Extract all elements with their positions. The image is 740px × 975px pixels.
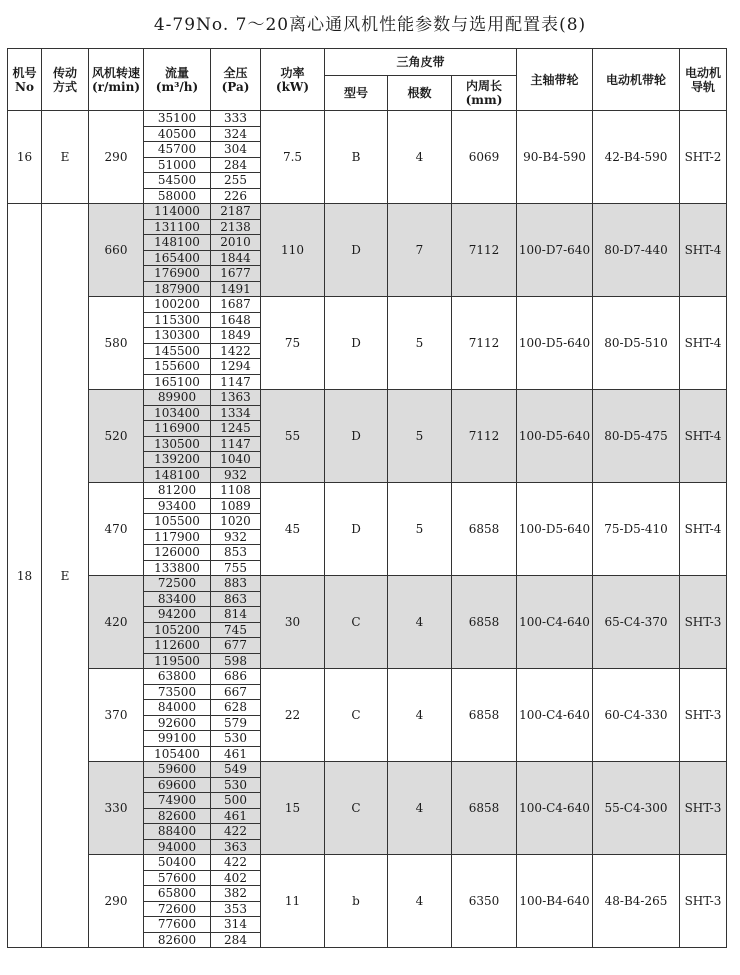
table-row — [8, 855, 727, 871]
table-row — [8, 204, 727, 220]
belt-length-cell: 7112 — [452, 297, 517, 390]
belt-count-cell: 4 — [388, 855, 452, 948]
flow-cell: 35100 — [144, 111, 211, 127]
flow-cell: 81200 — [144, 483, 211, 499]
rail-cell: SHT-4 — [680, 390, 727, 483]
flow-cell: 40500 — [144, 126, 211, 142]
flow-cell: 83400 — [144, 591, 211, 607]
flow-cell: 116900 — [144, 421, 211, 437]
pressure-cell: 1020 — [211, 514, 261, 530]
flow-cell: 119500 — [144, 653, 211, 669]
flow-cell: 148100 — [144, 467, 211, 483]
main-pulley-cell: 100-C4-640 — [517, 576, 593, 669]
flow-cell: 59600 — [144, 762, 211, 778]
flow-cell: 130300 — [144, 328, 211, 344]
pressure-cell: 461 — [211, 808, 261, 824]
table-body — [8, 111, 727, 948]
motor-pulley-cell: 80-D7-440 — [593, 204, 680, 297]
speed-cell: 290 — [89, 855, 144, 948]
table-row — [8, 390, 727, 406]
pressure-cell: 500 — [211, 793, 261, 809]
header-belt-group: 三角皮带 — [325, 49, 517, 76]
belt-length-cell: 7112 — [452, 204, 517, 297]
header-pressure: 全压 (Pa) — [211, 49, 261, 111]
flow-cell: 131100 — [144, 219, 211, 235]
pressure-cell: 382 — [211, 886, 261, 902]
pressure-cell: 363 — [211, 839, 261, 855]
pressure-cell: 284 — [211, 157, 261, 173]
flow-cell: 73500 — [144, 684, 211, 700]
pressure-cell: 333 — [211, 111, 261, 127]
pressure-cell: 677 — [211, 638, 261, 654]
speed-cell: 420 — [89, 576, 144, 669]
flow-cell: 117900 — [144, 529, 211, 545]
belt-type-cell: C — [325, 669, 388, 762]
table-row — [8, 297, 727, 313]
speed-cell: 580 — [89, 297, 144, 390]
speed-cell: 370 — [89, 669, 144, 762]
pressure-cell: 883 — [211, 576, 261, 592]
drive-cell: E — [42, 111, 89, 204]
power-cell: 110 — [261, 204, 325, 297]
pressure-cell: 2138 — [211, 219, 261, 235]
motor-pulley-cell: 65-C4-370 — [593, 576, 680, 669]
flow-cell: 92600 — [144, 715, 211, 731]
pressure-cell: 814 — [211, 607, 261, 623]
flow-cell: 84000 — [144, 700, 211, 716]
flow-cell: 139200 — [144, 452, 211, 468]
header-power: 功率 (kW) — [261, 49, 325, 111]
power-cell: 30 — [261, 576, 325, 669]
flow-cell: 155600 — [144, 359, 211, 375]
flow-cell: 72500 — [144, 576, 211, 592]
power-cell: 22 — [261, 669, 325, 762]
flow-cell: 165100 — [144, 374, 211, 390]
speed-cell: 330 — [89, 762, 144, 855]
flow-cell: 58000 — [144, 188, 211, 204]
main-pulley-cell: 100-D5-640 — [517, 483, 593, 576]
pressure-cell: 255 — [211, 173, 261, 189]
speed-cell: 660 — [89, 204, 144, 297]
belt-count-cell: 5 — [388, 390, 452, 483]
flow-cell: 82600 — [144, 932, 211, 948]
flow-cell: 65800 — [144, 886, 211, 902]
pressure-cell: 1677 — [211, 266, 261, 282]
power-cell: 75 — [261, 297, 325, 390]
flow-cell: 50400 — [144, 855, 211, 871]
machine-no-cell: 18 — [8, 204, 42, 948]
flow-cell: 148100 — [144, 235, 211, 251]
table-row — [8, 669, 727, 685]
motor-pulley-cell: 80-D5-510 — [593, 297, 680, 390]
table-row — [8, 762, 727, 778]
flow-cell: 94200 — [144, 607, 211, 623]
main-pulley-cell: 100-D5-640 — [517, 390, 593, 483]
power-cell: 15 — [261, 762, 325, 855]
flow-cell: 112600 — [144, 638, 211, 654]
belt-count-cell: 4 — [388, 762, 452, 855]
motor-pulley-cell: 55-C4-300 — [593, 762, 680, 855]
speed-cell: 290 — [89, 111, 144, 204]
belt-length-cell: 6858 — [452, 669, 517, 762]
belt-type-cell: b — [325, 855, 388, 948]
main-pulley-cell: 100-D5-640 — [517, 297, 593, 390]
power-cell: 7.5 — [261, 111, 325, 204]
header-belt-type: 型号 — [325, 76, 388, 111]
power-cell: 55 — [261, 390, 325, 483]
flow-cell: 105200 — [144, 622, 211, 638]
header-machine-no: 机号 No — [8, 49, 42, 111]
rail-cell: SHT-2 — [680, 111, 727, 204]
pressure-cell: 461 — [211, 746, 261, 762]
belt-length-cell: 6858 — [452, 762, 517, 855]
flow-cell: 57600 — [144, 870, 211, 886]
pressure-cell: 1147 — [211, 436, 261, 452]
flow-cell: 115300 — [144, 312, 211, 328]
header-drive: 传动 方式 — [42, 49, 89, 111]
rail-cell: SHT-3 — [680, 669, 727, 762]
belt-type-cell: C — [325, 576, 388, 669]
belt-type-cell: C — [325, 762, 388, 855]
table-row — [8, 483, 727, 499]
flow-cell: 145500 — [144, 343, 211, 359]
flow-cell: 69600 — [144, 777, 211, 793]
pressure-cell: 284 — [211, 932, 261, 948]
motor-pulley-cell: 42-B4-590 — [593, 111, 680, 204]
pressure-cell: 353 — [211, 901, 261, 917]
header-flow: 流量 (m³/h) — [144, 49, 211, 111]
pressure-cell: 402 — [211, 870, 261, 886]
rail-cell: SHT-4 — [680, 297, 727, 390]
pressure-cell: 1648 — [211, 312, 261, 328]
flow-cell: 77600 — [144, 917, 211, 933]
machine-no-cell: 16 — [8, 111, 42, 204]
flow-cell: 133800 — [144, 560, 211, 576]
rail-cell: SHT-3 — [680, 762, 727, 855]
pressure-cell: 932 — [211, 529, 261, 545]
pressure-cell: 1491 — [211, 281, 261, 297]
drive-cell: E — [42, 204, 89, 948]
flow-cell: 187900 — [144, 281, 211, 297]
pressure-cell: 863 — [211, 591, 261, 607]
flow-cell: 130500 — [144, 436, 211, 452]
belt-length-cell: 6858 — [452, 576, 517, 669]
flow-cell: 100200 — [144, 297, 211, 313]
pressure-cell: 932 — [211, 467, 261, 483]
pressure-cell: 1849 — [211, 328, 261, 344]
flow-cell: 89900 — [144, 390, 211, 406]
pressure-cell: 628 — [211, 700, 261, 716]
pressure-cell: 579 — [211, 715, 261, 731]
pressure-cell: 226 — [211, 188, 261, 204]
pressure-cell: 1687 — [211, 297, 261, 313]
pressure-cell: 422 — [211, 824, 261, 840]
motor-pulley-cell: 75-D5-410 — [593, 483, 680, 576]
pressure-cell: 1422 — [211, 343, 261, 359]
pressure-cell: 686 — [211, 669, 261, 685]
belt-count-cell: 5 — [388, 297, 452, 390]
belt-length-cell: 6858 — [452, 483, 517, 576]
pressure-cell: 1334 — [211, 405, 261, 421]
pressure-cell: 1844 — [211, 250, 261, 266]
pressure-cell: 1363 — [211, 390, 261, 406]
main-pulley-cell: 100-D7-640 — [517, 204, 593, 297]
flow-cell: 93400 — [144, 498, 211, 514]
pressure-cell: 2010 — [211, 235, 261, 251]
flow-cell: 103400 — [144, 405, 211, 421]
header-belt-length: 内周长 (mm) — [452, 76, 517, 111]
pressure-cell: 422 — [211, 855, 261, 871]
motor-pulley-cell: 80-D5-475 — [593, 390, 680, 483]
flow-cell: 74900 — [144, 793, 211, 809]
flow-cell: 114000 — [144, 204, 211, 220]
rail-cell: SHT-4 — [680, 204, 727, 297]
pressure-cell: 2187 — [211, 204, 261, 220]
flow-cell: 105400 — [144, 746, 211, 762]
flow-cell: 99100 — [144, 731, 211, 747]
motor-pulley-cell: 60-C4-330 — [593, 669, 680, 762]
motor-pulley-cell: 48-B4-265 — [593, 855, 680, 948]
flow-cell: 63800 — [144, 669, 211, 685]
pressure-cell: 1089 — [211, 498, 261, 514]
header-belt-count: 根数 — [388, 76, 452, 111]
pressure-cell: 667 — [211, 684, 261, 700]
rail-cell: SHT-3 — [680, 576, 727, 669]
flow-cell: 82600 — [144, 808, 211, 824]
flow-cell: 88400 — [144, 824, 211, 840]
pressure-cell: 1147 — [211, 374, 261, 390]
table-row — [8, 111, 727, 127]
speed-cell: 520 — [89, 390, 144, 483]
pressure-cell: 1294 — [211, 359, 261, 375]
pressure-cell: 598 — [211, 653, 261, 669]
pressure-cell: 530 — [211, 731, 261, 747]
pressure-cell: 1108 — [211, 483, 261, 499]
speed-cell: 470 — [89, 483, 144, 576]
table-row — [8, 576, 727, 592]
header-main-pulley: 主轴带轮 — [517, 49, 593, 111]
pressure-cell: 314 — [211, 917, 261, 933]
power-cell: 11 — [261, 855, 325, 948]
pressure-cell: 1040 — [211, 452, 261, 468]
belt-length-cell: 6350 — [452, 855, 517, 948]
belt-length-cell: 6069 — [452, 111, 517, 204]
flow-cell: 51000 — [144, 157, 211, 173]
belt-type-cell: D — [325, 297, 388, 390]
page-title: 4-79No. 7～20离心通风机性能参数与选用配置表(8) — [153, 15, 587, 35]
header-motor-pulley: 电动机带轮 — [593, 49, 680, 111]
belt-type-cell: D — [325, 204, 388, 297]
belt-type-cell: D — [325, 390, 388, 483]
flow-cell: 54500 — [144, 173, 211, 189]
fan-spec-table — [7, 48, 727, 948]
flow-cell: 72600 — [144, 901, 211, 917]
main-pulley-cell: 100-B4-640 — [517, 855, 593, 948]
flow-cell: 94000 — [144, 839, 211, 855]
belt-count-cell: 5 — [388, 483, 452, 576]
rail-cell: SHT-4 — [680, 483, 727, 576]
flow-cell: 165400 — [144, 250, 211, 266]
pressure-cell: 745 — [211, 622, 261, 638]
flow-cell: 105500 — [144, 514, 211, 530]
header-speed: 风机转速 (r/min) — [89, 49, 144, 111]
belt-type-cell: D — [325, 483, 388, 576]
belt-count-cell: 7 — [388, 204, 452, 297]
pressure-cell: 304 — [211, 142, 261, 158]
main-pulley-cell: 90-B4-590 — [517, 111, 593, 204]
table-header — [8, 49, 727, 111]
main-pulley-cell: 100-C4-640 — [517, 669, 593, 762]
pressure-cell: 853 — [211, 545, 261, 561]
flow-cell: 45700 — [144, 142, 211, 158]
main-pulley-cell: 100-C4-640 — [517, 762, 593, 855]
belt-type-cell: B — [325, 111, 388, 204]
power-cell: 45 — [261, 483, 325, 576]
pressure-cell: 1245 — [211, 421, 261, 437]
belt-count-cell: 4 — [388, 576, 452, 669]
belt-count-cell: 4 — [388, 111, 452, 204]
rail-cell: SHT-3 — [680, 855, 727, 948]
pressure-cell: 324 — [211, 126, 261, 142]
flow-cell: 176900 — [144, 266, 211, 282]
pressure-cell: 549 — [211, 762, 261, 778]
header-rail: 电动机 导轨 — [680, 49, 727, 111]
belt-length-cell: 7112 — [452, 390, 517, 483]
flow-cell: 126000 — [144, 545, 211, 561]
pressure-cell: 755 — [211, 560, 261, 576]
pressure-cell: 530 — [211, 777, 261, 793]
belt-count-cell: 4 — [388, 669, 452, 762]
